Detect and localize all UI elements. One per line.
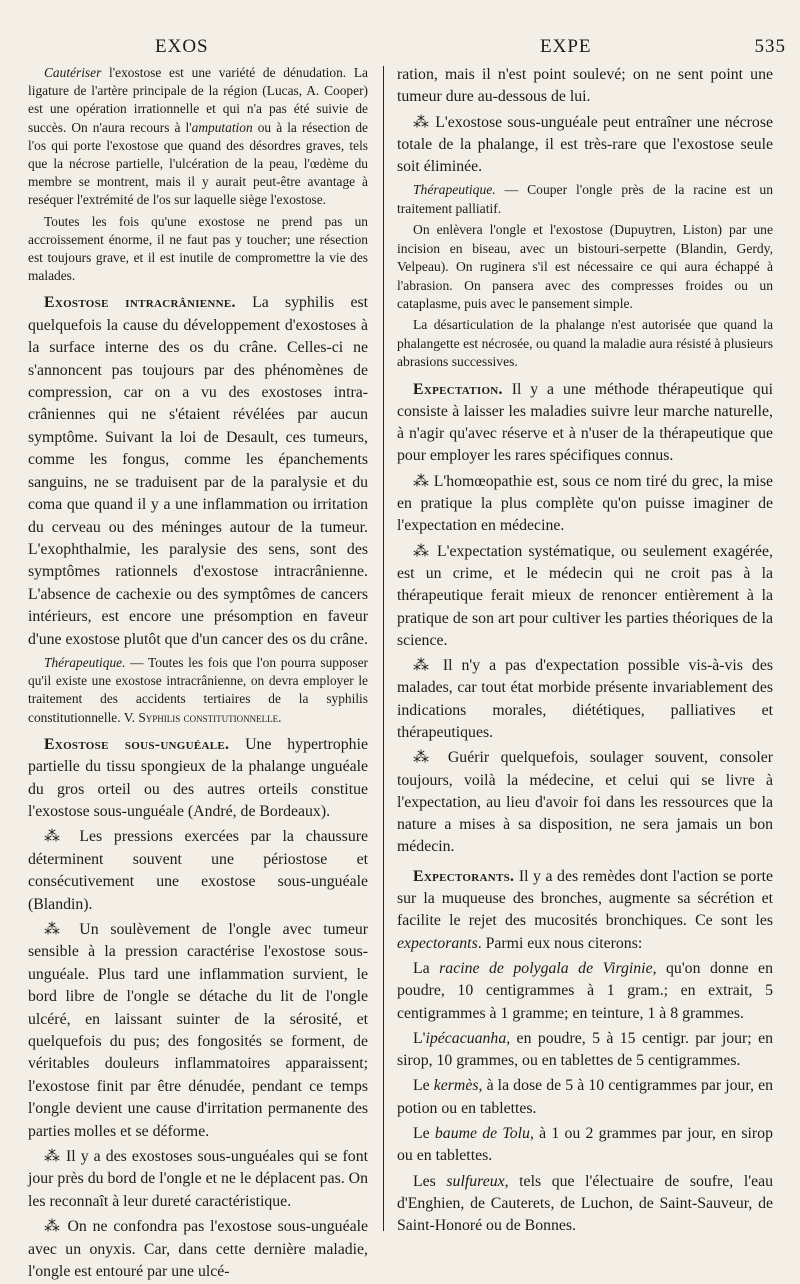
text-run: Il y a une méthode thérapeutique qui consiste à laisser les maladies suivre leur marche naturelle, à n'agir qu'avec réserve et à n'user de la thérapeutique que pour employer les rares spécifiques connus.	[397, 380, 773, 465]
text-run: , tels que l'électuaire de soufre, l'eau d'Enghien, de Cauterets, de Luchon, de Saint-Sauveur, de Saint-Honoré ou de Bonnes.	[397, 1172, 773, 1235]
text-run: l'exostose est une variété de dénudation. La ligature de l'artère principale de la région (Lucas, A. Cooper) est une opération irrationnelle et qui n'a pas été suivie de succès. On n'aura recours à l'	[28, 65, 368, 135]
text-run: L'	[413, 1029, 426, 1047]
text-run: . Parmi eux nous citerons:	[477, 934, 643, 952]
left-column	[28, 64, 368, 1281]
column-divider	[383, 66, 384, 1231]
paragraph-r7	[397, 471, 773, 538]
paragraph-r9	[397, 655, 773, 744]
italic-text: sulfureux	[446, 1172, 505, 1190]
text-run: ⁂ L'homœopathie est, sous ce nom tiré du grec, la mise en pratique la plus complète qu'on puisse imaginer de l'expectation en médecine.	[397, 472, 773, 535]
text-run: Il y a des remèdes dont l'action se porte sur la muqueuse des bronches, augmente sa sécrétion et facilite le rejet des mucosités bronchiques. Ce sont les	[397, 867, 773, 930]
text-run: ⁂ On ne confondra pas l'exostose sous-unguéale avec un onyxis. Car, dans cette dernière maladie, l'ongle est entouré par une ulcé-	[28, 1218, 368, 1281]
header-left-keyword: EXOS	[155, 36, 209, 57]
entry-heading: Expectorants.	[413, 867, 515, 885]
paragraph-r5	[397, 316, 773, 371]
italic-text: Thérapeutique.	[44, 654, 126, 670]
text-run: ⁂ Guérir quelquefois, soulager souvent, consoler toujours, voilà la médecine, et celui qui se livre à l'expectation, au lieu d'avoir foi dans les ressources que la nature a mises à sa disposition, ne sera jamais un bon médecin.	[397, 749, 773, 856]
paragraph-r8	[397, 541, 773, 652]
text-run: La syphilis est quelquefois la cause du développement d'exostoses à la surface interne des os du crâne. Celles-ci ne s'annoncent pas toujours par des phénomènes de compression, car on a vu des exostoses intra-crâniennes qui ne s'étaient révélées par aucun symptôme. Suivant la loi de Desault, ces tumeurs, comme les fongus, comme les épanchements sanguins, ne se traduisent par de la paralysie et du coma que quand il y a une inflammation ou irritation du cerveau ou des méninges autour de la tumeur. L'exophthalmie, les paralysie des sens, sont des symptômes rationnels d'exostose intracrânienne. L'absence de cachexie ou des symptômes de cancers intérieurs, est encore une présomption en faveur d'une exostose plutôt que d'un cancer des os du crâne.	[28, 294, 368, 648]
paragraph-r13	[397, 1028, 773, 1073]
text-run: ⁂ Il n'y a pas d'expectation possible vis-à-vis des malades, car tout état morbide présente invariablement des indications morales, diététiques, palliatives et thérapeutiques.	[397, 657, 773, 741]
paragraph-l2	[28, 213, 368, 286]
italic-text: baume de Tolu	[434, 1125, 530, 1143]
text-run: ⁂ Un soulèvement de l'ongle avec tumeur sensible à la pression caractérise l'exostose sous-unguéale. Plus tard une inflammation survient, le bord libre de l'ongle se détache du lit de l'ongle ulcéré, en laissant suinter de la sérosité, et quelquefois du pus; des fongosités se forment, de véritables douleurs inflammatoires apparaissent; l'exostose finit par être dénudée, pendant ce temps l'ongle devient une cause d'irritation permanente des parties molles et se déforme.	[28, 921, 368, 1140]
text-run: , à la dose de 5 à 10 centigrammes par jour, en potion ou en tablettes.	[397, 1077, 773, 1117]
text-run: ration, mais il n'est point soulevé; on ne sent point une tumeur dure au-dessous de lui.	[397, 66, 773, 106]
paragraph-l6	[28, 826, 368, 916]
paragraph-l5	[28, 734, 368, 824]
paragraph-r10	[397, 747, 773, 858]
paragraph-r2	[397, 112, 773, 179]
entry-heading: Exostose sous-unguéale.	[44, 735, 230, 753]
cross-reference: Syphilis constitutionnelle.	[138, 709, 282, 725]
paragraph-r15	[397, 1123, 773, 1168]
text-run: La	[413, 959, 440, 977]
paragraph-r11	[397, 866, 773, 955]
paragraph-r1	[397, 64, 773, 109]
italic-text: Thérapeutique.	[413, 182, 496, 198]
paragraph-l3	[28, 292, 368, 651]
entry-heading: Exostose intracrânienne.	[44, 294, 236, 312]
text-run: Toutes les fois qu'une exostose ne prend pas un accroissement énorme, il ne faut pas y toucher; une résection est toujours grave, et il est inutile de compromettre la vie des malades.	[28, 213, 368, 284]
italic-text: amputation	[191, 119, 253, 135]
text-run: Le	[413, 1125, 435, 1143]
italic-text: Cautériser	[44, 65, 102, 80]
paragraph-l7	[28, 919, 368, 1143]
italic-text: ipécacuanha	[425, 1029, 507, 1047]
right-column	[397, 64, 773, 1239]
paragraph-l4	[28, 654, 368, 727]
text-run: — Toutes les fois que l'on pourra supposer qu'il existe une exostose intracrânienne, on devra employer le traitement des accidents tertiaires de la syphilis constitutionnelle. V.	[28, 654, 368, 725]
paragraph-r3	[397, 181, 773, 218]
running-header	[0, 36, 800, 62]
header-center-keyword: EXPE	[540, 36, 592, 57]
paragraph-l8	[28, 1146, 368, 1213]
italic-text: racine de polygala de Virginie	[439, 959, 653, 977]
text-run: Une hypertrophie partielle du tissu spongieux de la phalange unguéale du gros orteil ou des autres orteils constitue l'exostose sous-unguéale (André, de Bordeaux).	[28, 735, 368, 820]
text-run: ⁂ L'exostose sous-unguéale peut entraîner une nécrose totale de la phalange, il est très-rare que l'exostose seule soit éliminée.	[397, 113, 773, 176]
paragraph-r6	[397, 379, 773, 468]
paragraph-r14	[397, 1075, 773, 1120]
text-run: , qu'on donne en poudre, 10 centigrammes à 1 gram.; en extrait, 5 centigrammes à 1 gramme; en teinture, 1 à 8 grammes.	[397, 959, 773, 1022]
text-run: ou à la résection de l'os qui porte l'exostose que quand des désordres graves, tels que la nécrose partielle, l'ulcération de la peau, l'œdème du membre se montrent, mais il y aurait peut-être avantage à reséquer l'extrémité de l'os sur laquelle siège l'exostose.	[28, 119, 368, 208]
text-run: ⁂ Les pressions exercées par la chaussure déterminent souvent une périostose et consécutivement une exostose sous-unguéale (Blandin).	[28, 828, 368, 913]
paragraph-r4	[397, 221, 773, 313]
italic-text: kermès	[433, 1077, 479, 1095]
text-run: , à 1 ou 2 grammes par jour, en sirop ou en tablettes.	[397, 1125, 773, 1165]
paragraph-r12	[397, 958, 773, 1025]
page-number: 535	[754, 36, 786, 57]
text-run: Les	[413, 1172, 447, 1190]
text-run: — Couper l'ongle près de la racine est un traitement palliatif.	[397, 182, 773, 216]
paragraph-r16	[397, 1171, 773, 1238]
paragraph-l1	[28, 64, 368, 210]
entry-heading: Expectation.	[413, 380, 503, 398]
text-run: La désarticulation de la phalange n'est autorisée que quand la phalangette est nécrosée, ou quand la maladie aura résisté à plusieurs abrasions successives.	[397, 317, 773, 370]
text-run: On enlèvera l'ongle et l'exostose (Dupuytren, Liston) par une incision en biseau, avec un bistouri-serpette (Blandin, Gerdy, Velpeau). On ruginera s'il est nécessaire ce qui aura échappé à l'abrasion. On pansera avec des compresses froides ou un cataplasme, puis avec le pansement simple.	[397, 222, 773, 311]
paragraph-l9	[28, 1216, 368, 1283]
text-run: Le	[413, 1077, 434, 1095]
text-run: ⁂ Il y a des exostoses sous-unguéales qui se font jour près du bord de l'ongle et ne le déplacent pas. On les reconnaît à leur dureté caractéristique.	[28, 1148, 368, 1210]
text-run: , en poudre, 5 à 15 centigr. par jour; en sirop, 10 grammes, ou en tablettes de 5 centigrammes.	[397, 1029, 773, 1070]
italic-text: expectorants	[397, 934, 478, 952]
text-run: ⁂ L'expectation systématique, ou seulement exagérée, est un crime, et le médecin qui ne croit pas à la thérapeutique ferait mieux de renoncer entièrement à la pratique de son art pour cultiver les parties théoriques de la science.	[397, 542, 773, 649]
